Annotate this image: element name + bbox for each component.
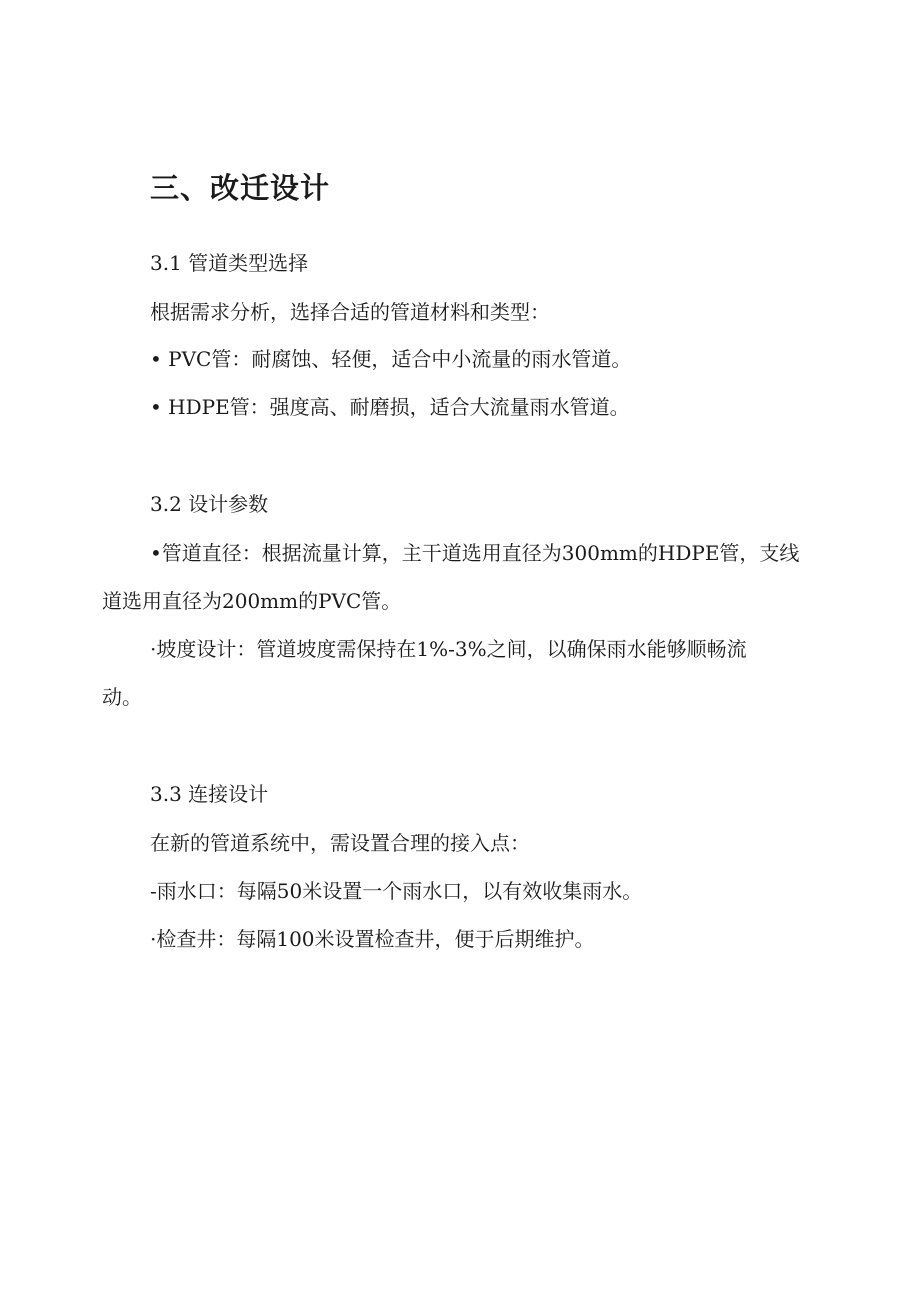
paragraph-3-3-intro: 在新的管道系统中，需设置合理的接入点： [150, 831, 530, 855]
heading-3-1: 3.1 管道类型选择 [150, 251, 309, 275]
paragraph-3-1-intro: 根据需求分析，选择合适的管道材料和类型： [150, 300, 550, 324]
param-diameter-line1: •管道直径：根据流量计算，主干道选用直径为300mm的HDPE管，支线 [150, 541, 800, 565]
bullet-pvc: • PVC管：耐腐蚀、轻便，适合中小流量的雨水管道。 [150, 347, 632, 371]
param-diameter-line2: 道选用直径为200mm的PVC管。 [102, 589, 402, 613]
item-inspection-well: ·检查井：每隔100米设置检查井，便于后期维护。 [150, 927, 595, 951]
heading-3-3: 3.3 连接设计 [150, 782, 269, 806]
bullet-hdpe: • HDPE管：强度高、耐磨损，适合大流量雨水管道。 [150, 395, 630, 419]
param-slope-line1: ·坡度设计：管道坡度需保持在1%-3%之间，以确保雨水能够顺畅流 [150, 637, 747, 661]
heading-3-2: 3.2 设计参数 [150, 492, 269, 516]
section-title: 三、改迁设计 [150, 171, 331, 205]
param-slope-line2: 动。 [102, 685, 142, 709]
item-rain-inlet: -雨水口：每隔50米设置一个雨水口，以有效收集雨水。 [150, 879, 643, 903]
